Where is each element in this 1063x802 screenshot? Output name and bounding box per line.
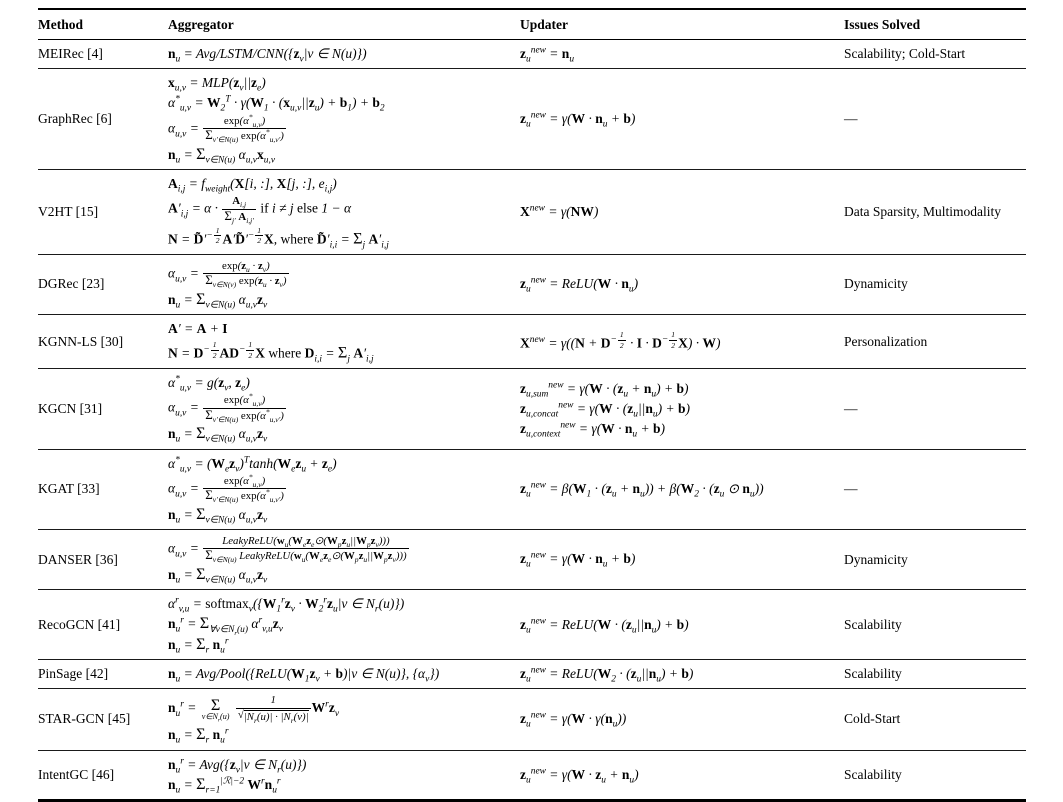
aggregator-cell	[168, 169, 520, 254]
aggregator-formula-line: $\alpha_{u,v}$ = $\frac{\exp(z_u \cdot z_v)}{\Sigma_{v\in N(v)} \exp(z_u \cdot z_v)}$	[168, 259, 287, 290]
updater-cell	[520, 660, 844, 689]
aggregator-cell	[168, 449, 520, 529]
aggregator-formula-line: $n_u$ = Avg/$Pool(\{ReLU(W_1z_v + b)|v$ ∈ N(u)}, $\{\alpha_v\}$)	[168, 666, 440, 685]
updater-formula-line: $z_u^{new} = \gamma(W \cdot \gamma(n_u))$	[520, 710, 627, 731]
updater-formula-line: $z_u^{new} = \gamma(W \cdot z_u + n_u)$	[520, 766, 639, 786]
method-cell: PinSage [42]	[38, 660, 168, 689]
aggregator-formula-line: $N = D̃'^{- \frac{1}{2}}$ $A'D̃'^{- \frac{1}{2}}$ X, where $D̃'_{i,i} = \Sigma_j$ $A'_{i,j}$	[168, 226, 389, 251]
updater-formula-line: $z_u^{new} = \gamma(W \cdot n_u + b)$	[520, 550, 636, 571]
method-cell: DANSER [36]	[38, 529, 168, 589]
issues-solved-cell: Scalability	[844, 660, 1026, 689]
aggregator-formula-line: $\alpha^*_{u,v} = (W_ez_v)^T\tanh(W_ez_u + z_e)$	[168, 455, 337, 475]
aggregator-formula-line: $A'_{i,j} = \alpha$ · $\frac{A_{i,j}}{\Sigma_{j'} A_{i,j'}}$ if i ≠ j else 1 − α	[168, 195, 352, 225]
method-cell: STAR-GCN [45]	[38, 689, 168, 750]
aggregator-formula-line: $n_u = \Sigma_r$ $n_u^r$	[168, 634, 229, 656]
aggregator-formula-line: $\alpha^*_{u,v} = W_2^T \cdot \gamma(W_1 \cdot (x_{u,v}||z_u) + b_1) + b_2$	[168, 94, 385, 115]
updater-cell	[520, 369, 844, 449]
aggregator-formula-line: $\alpha^r_{v,u}$ = $softmax_v(\{W_1^rz_v \cdot W_2^rz_u|v$ ∈ $N_r(u)$})	[168, 595, 405, 615]
method-cell: KGNN-LS [30]	[38, 315, 168, 369]
updater-formula-line: $z_u^{new}$ = ReLU(W · $(z_u||n_u) + b$)	[520, 616, 689, 636]
issues-solved-cell: Scalability; Cold-Start	[844, 40, 1026, 69]
updater-formula-line: $z_u^{new} = \beta(W_1 \cdot (z_u + n_u)) + \beta(W_2 \cdot (z_u$ ⊙ $n_u$))	[520, 480, 764, 500]
updater-formula-line: $z_u^{new} = \gamma(W \cdot n_u + b)$	[520, 110, 636, 130]
issues-solved-cell: Data Sparsity, Multimodality	[844, 169, 1026, 254]
issues-solved-cell: Dynamicity	[844, 254, 1026, 314]
aggregator-formula-line: $n_u = \Sigma_{v\in N(u)}$ $\alpha_{u,v}z_v$	[168, 289, 268, 311]
aggregator-formula-line: $n_u = \Sigma_{v\in N(u)}$ $\alpha_{u,v}z_v$	[168, 424, 268, 445]
aggregator-formula-line: $\alpha_{u,v}$ = $\frac{\exp(\alpha^*_{u,v})}{\Sigma_{v'\in N(u)} \exp(\alpha^*_{u,v'})}$	[168, 112, 284, 145]
issues-solved-cell: —	[844, 449, 1026, 529]
aggregator-formula-line: $\alpha_{u,v}$ = $\frac{\exp(\alpha^*_{u,v})}{\Sigma_{v'\in N(u)} \exp(\alpha^*_{u,v'})}$	[168, 472, 284, 505]
issues-solved-cell: Dynamicity	[844, 529, 1026, 589]
aggregator-cell	[168, 660, 520, 689]
aggregator-formula-line: $n_u^r = Avg(\{z_v|v$ ∈ $N_r(u)$})	[168, 756, 307, 776]
table-row	[38, 529, 1026, 589]
method-cell: GraphRec [6]	[38, 69, 168, 170]
aggregator-cell	[168, 369, 520, 449]
aggregator-cell	[168, 590, 520, 660]
aggregator-formula-line: $n_u = \Sigma_r$ $n_u^r$	[168, 725, 229, 747]
column-header-method: Method	[38, 9, 168, 40]
column-header-updater: Updater	[520, 9, 844, 40]
table-body	[38, 40, 1026, 801]
updater-formula-line: $z_{u,sum}^{new} = \gamma(W \cdot (z_u + n_u) + b)$	[520, 380, 689, 400]
table-row	[38, 315, 1026, 369]
aggregator-cell	[168, 529, 520, 589]
aggregator-formula-line: $x_{u,v} = MLP(z_v||z_e)$	[168, 75, 266, 94]
method-cell: KGAT [33]	[38, 449, 168, 529]
method-cell: MEIRec [4]	[38, 40, 168, 69]
aggregator-formula-line: $n_u = \Sigma_{r=1}^{|ℛ|-2}$ $W^rn_u^r$	[168, 774, 281, 796]
aggregator-cell	[168, 689, 520, 750]
issues-solved-cell: —	[844, 369, 1026, 449]
aggregator-cell	[168, 750, 520, 800]
method-cell: IntentGC [46]	[38, 750, 168, 800]
table-row	[38, 750, 1026, 800]
table-header	[38, 9, 1026, 40]
aggregator-cell	[168, 40, 520, 69]
issues-solved-cell: Cold-Start	[844, 689, 1026, 750]
updater-cell	[520, 315, 844, 369]
column-header-issues: Issues Solved	[844, 9, 1026, 40]
aggregator-formula-line: $A_{i,j} = f_{weight}(X[i$, :], X[j, :], $e_{i,j}$)	[168, 175, 337, 195]
updater-formula-line: $z_u^{new}$ = $ReLU(W_2 \cdot (z_u||n_u) + b)$	[520, 665, 694, 685]
table-row	[38, 660, 1026, 689]
updater-cell	[520, 69, 844, 170]
column-header-aggregator: Aggregator	[168, 9, 520, 40]
aggregator-cell	[168, 254, 520, 314]
updater-cell	[520, 529, 844, 589]
aggregator-formula-line: $n_u = \Sigma_{v\in N(u)}$ $\alpha_{u,v}z_v$	[168, 504, 268, 526]
updater-cell	[520, 750, 844, 800]
header-row	[38, 9, 1026, 40]
aggregator-formula-line: $n_u^r$ = Σ $v\in N_r(u)$ 1 √ $|N_r(u)| \cdot |N_r(v)|$ $W^rz_v$	[168, 694, 340, 725]
updater-cell	[520, 689, 844, 750]
issues-solved-cell: Scalability	[844, 590, 1026, 660]
aggregator-cell	[168, 69, 520, 170]
table-row	[38, 69, 1026, 170]
aggregator-formula-line: $n_u^r = \Sigma_{\forall v\in N_r(u)}$ $\alpha^r_{v,u}z_v$	[168, 614, 283, 637]
aggregator-cell	[168, 315, 520, 369]
table-row	[38, 449, 1026, 529]
updater-formula-line: $z_{u,concat}^{new} = \gamma(W \cdot (z_u||n_u) + b)$	[520, 400, 691, 420]
updater-formula-line: $z_u^{new} = n_u$	[520, 45, 575, 65]
updater-cell	[520, 590, 844, 660]
aggregator-formula-line: $n_u = \Sigma_{v\in N(u)}$ $\alpha_{u,v}z_v$	[168, 564, 268, 586]
table-row	[38, 40, 1026, 69]
issues-solved-cell: Scalability	[844, 750, 1026, 800]
updater-formula-line: $z_u^{new}$ = ReLU(W · $n_u$)	[520, 275, 639, 296]
method-cell: RecoGCN [41]	[38, 590, 168, 660]
table-row	[38, 689, 1026, 750]
updater-cell	[520, 254, 844, 314]
updater-cell	[520, 169, 844, 254]
table-row	[38, 254, 1026, 314]
table-row	[38, 169, 1026, 254]
aggregator-formula-line: $n_u$ = Avg/$LSTM/CNN(\{z_v|v$ ∈ N(u)})	[168, 46, 367, 65]
methods-comparison-table	[38, 8, 1026, 802]
aggregator-formula-line: A′ = A + I	[168, 321, 228, 337]
updater-cell	[520, 449, 844, 529]
issues-solved-cell: —	[844, 69, 1026, 170]
updater-cell	[520, 40, 844, 69]
issues-solved-cell: Personalization	[844, 315, 1026, 369]
aggregator-formula-line: $\alpha_{u,v}$ = $\frac{\exp(\alpha^*_{u,v})}{\Sigma_{v'\in N(u)} \exp(\alpha^*_{u,v'})}$	[168, 391, 284, 424]
method-cell: KGCN [31]	[38, 369, 168, 449]
updater-formula-line: $X^{new} = \gamma(NW)$	[520, 203, 599, 219]
table-row	[38, 369, 1026, 449]
aggregator-formula-line: $N = D^{- \frac{1}{2}}$ $AD^{- \frac{1}{2}}$ X where $D_{i,i} = \Sigma_j$ $A'_{i,j}$	[168, 340, 374, 365]
table-row	[38, 590, 1026, 660]
updater-formula-line: $z_{u,context}^{new} = \gamma(W \cdot n_u + b)$	[520, 420, 665, 440]
updater-formula-line: $X^{new} = \gamma((N + D^{- \frac{1}{2}}$ · $I \cdot D^{- \frac{1}{2}}$ X) · W)	[520, 330, 721, 351]
aggregator-formula-line: $\alpha^*_{u,v} = g(z_v$, $z_e$)	[168, 374, 250, 394]
aggregator-formula-line: $\alpha_{u,v}$ = $\frac{LeakyReLU(w_u(W_ez_e⊙(W_pz_u||W_pz_v)))}{\Sigma_{v\in N(u)} LeakyReLU(w_u(W_ez_e⊙(W_pz_u||W_pz_v)))}$	[168, 534, 407, 565]
method-cell: DGRec [23]	[38, 254, 168, 314]
method-cell: V2HT [15]	[38, 169, 168, 254]
aggregator-formula-line: $n_u = \Sigma_{v\in N(u)}$ $\alpha_{u,v}x_{u,v}$	[168, 144, 276, 166]
